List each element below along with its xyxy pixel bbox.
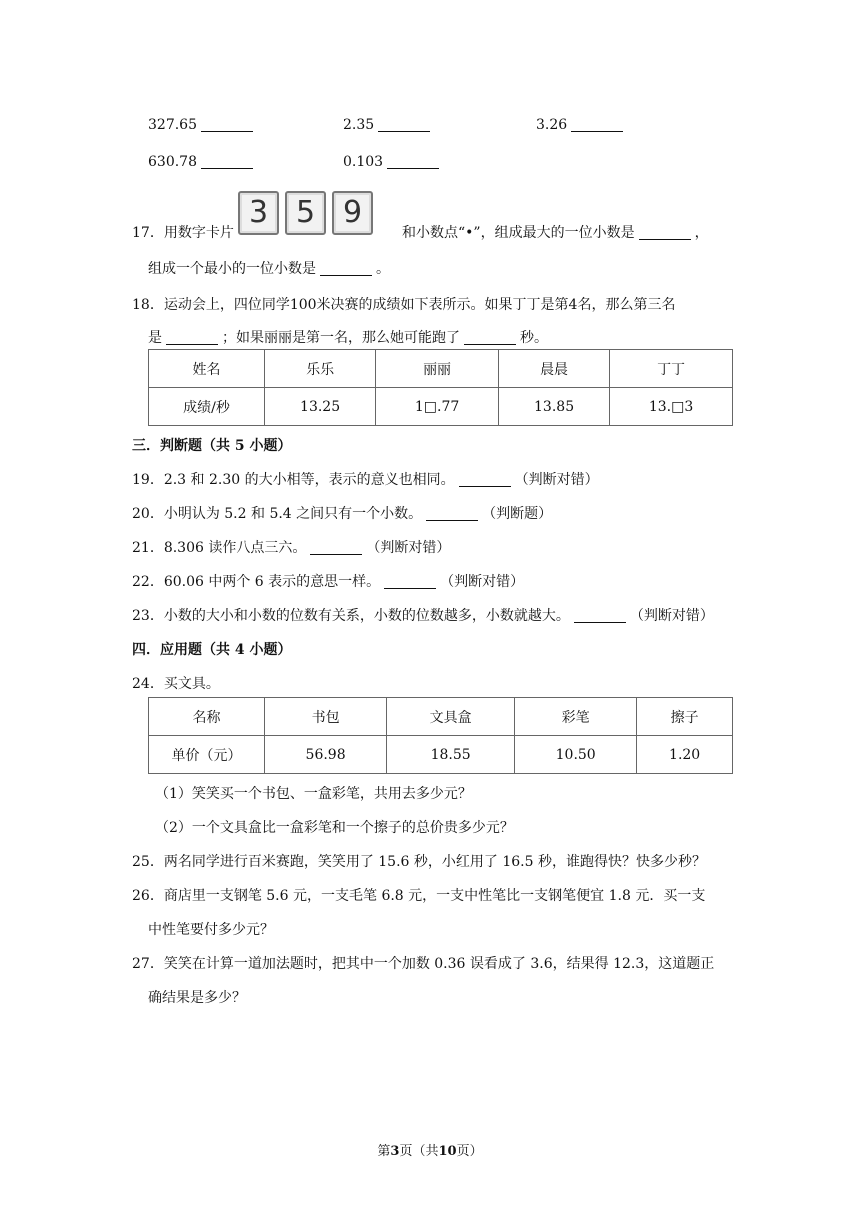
table-cell: 丽丽 (376, 350, 499, 388)
table-cell: 文具盒 (387, 698, 515, 736)
answer-blank[interactable] (201, 130, 253, 132)
table-cell: 56.98 (265, 736, 387, 774)
q24 (132, 673, 220, 693)
q24-sub2: （2）一个文具盒比一盒彩笔和一个擦子的总价贵多少元？ (155, 820, 514, 836)
question-text: 2.3 和 2.30 的大小相等，表示的意义也相同。 (163, 472, 455, 488)
table-cell: 18.55 (387, 736, 515, 774)
digit-cards (238, 191, 379, 235)
digit-card: 5 (285, 191, 326, 235)
answer-blank[interactable] (201, 167, 253, 169)
q26-line1 (132, 885, 705, 905)
answer-blank[interactable] (166, 343, 218, 345)
q24-sub1: （1）笑笑买一个书包、一盒彩笔，共用去多少元？ (155, 786, 472, 802)
table-cell: 13.25 (265, 388, 376, 426)
table-cell: 10.50 (515, 736, 637, 774)
question-text: 运动会上，四位同学100米决赛的成绩如下表所示。如果丁丁是第4名，那么第三名 (163, 297, 676, 313)
table-cell: 名称 (149, 698, 265, 736)
table-row (149, 736, 733, 774)
footer-text: 页（共 (399, 1144, 439, 1159)
question-text: 小明认为 5.2 和 5.4 之间只有一个小数。 (163, 506, 423, 522)
question-text: 。 (376, 261, 390, 277)
q19 (132, 469, 599, 489)
table-header-row (149, 698, 733, 736)
question-text: ， (694, 225, 709, 241)
question-number: 17． (132, 225, 164, 241)
question-text: 和小数点“•”，组成最大的一位小数是 (402, 225, 635, 241)
table-cell: 擦子 (637, 698, 733, 736)
question-number: 27． (132, 956, 164, 972)
question-number: 18． (132, 297, 164, 313)
table-cell: 丁丁 (610, 350, 733, 388)
stationery-price-table (148, 697, 733, 774)
answer-blank[interactable] (574, 621, 626, 623)
table-cell: 姓名 (149, 350, 265, 388)
question-suffix: （判断对错） (440, 574, 525, 590)
question-text: 组成一个最小的一位小数是 (148, 261, 316, 277)
question-text: 商店里一支钢笔 5.6 元，一支毛笔 6.8 元，一支中性笔比一支钢笔便宜 1.8 元．买一支 (163, 888, 706, 904)
q18-line2 (148, 327, 548, 347)
table-row (149, 388, 733, 426)
footer-text: 第 (377, 1144, 391, 1159)
question-text: 小数的大小和小数的位数有关系，小数的位数越多，小数就越大。 (163, 608, 570, 624)
question-number: 21． (132, 540, 164, 556)
page-footer (0, 1140, 860, 1159)
answer-blank[interactable] (426, 519, 478, 521)
table-cell: 彩笔 (515, 698, 637, 736)
q16-item-1 (148, 117, 257, 133)
table-cell: 13.85 (498, 388, 609, 426)
question-text: 两名同学进行百米赛跑，笑笑用了 15.6 秒，小红用了 16.5 秒，谁跑得快？快多少秒？ (163, 854, 706, 870)
race-results-table (148, 349, 733, 426)
q16-item-4 (148, 154, 257, 170)
question-text: ；如果丽丽是第一名，那么她可能跑了 (222, 330, 460, 346)
q22 (132, 571, 524, 591)
question-number: 19． (132, 472, 164, 488)
table-cell: 乐乐 (265, 350, 376, 388)
table-cell: 1□.77 (376, 388, 499, 426)
table-header-row (149, 350, 733, 388)
table-cell: 单价（元） (149, 736, 265, 774)
digit-card: 9 (332, 191, 373, 235)
page-number: 3 (390, 1144, 400, 1159)
q18-line1 (132, 294, 675, 314)
question-text: 用数字卡片 (163, 225, 234, 241)
decimal-value: 327.65 (148, 117, 197, 133)
question-number: 26． (132, 888, 164, 904)
answer-blank[interactable] (571, 130, 623, 132)
answer-blank[interactable] (459, 485, 511, 487)
decimal-value: 630.78 (148, 154, 197, 170)
q21 (132, 537, 450, 557)
answer-blank[interactable] (320, 274, 372, 276)
question-number: 20． (132, 506, 164, 522)
question-suffix: （判断对错） (629, 608, 714, 624)
q23 (132, 605, 714, 625)
section-heading-application: 四．应用题（共 4 小题） (132, 642, 292, 658)
question-text: 60.06 中两个 6 表示的意思一样。 (163, 574, 381, 590)
decimal-value: 0.103 (343, 154, 384, 170)
q17-line1-end (402, 222, 709, 242)
table-cell: 成绩/秒 (149, 388, 265, 426)
question-text: 8.306 读作八点三六。 (163, 540, 307, 556)
question-text: 是 (148, 330, 162, 346)
question-number: 24． (132, 676, 164, 692)
question-suffix: （判断题） (482, 506, 553, 522)
question-number: 22． (132, 574, 164, 590)
answer-blank[interactable] (387, 167, 439, 169)
table-cell: 书包 (265, 698, 387, 736)
question-text: 买文具。 (163, 676, 220, 692)
answer-blank[interactable] (378, 130, 430, 132)
section-heading-judgement: 三．判断题（共 5 小题） (132, 438, 292, 454)
question-suffix: （判断对错） (514, 472, 599, 488)
digit-card: 3 (238, 191, 279, 235)
q17-line2 (148, 258, 390, 278)
answer-blank[interactable] (384, 587, 436, 589)
q17-line1-start (132, 222, 234, 242)
table-cell: 13.□3 (610, 388, 733, 426)
answer-blank[interactable] (310, 553, 362, 555)
question-text: 笑笑在计算一道加法题时，把其中一个加数 0.36 误看成了 3.6，结果得 12.3，这道题正 (163, 956, 715, 972)
question-suffix: （判断对错） (366, 540, 451, 556)
decimal-value: 3.26 (536, 117, 568, 133)
question-number: 25． (132, 854, 164, 870)
question-text: 秒。 (520, 330, 548, 346)
decimal-value: 2.35 (343, 117, 375, 133)
q16-item-5 (343, 154, 443, 170)
q27-line2: 确结果是多少？ (148, 990, 246, 1006)
answer-blank[interactable] (639, 238, 691, 240)
q16-item-2 (343, 117, 434, 133)
question-number: 23． (132, 608, 164, 624)
table-cell: 1.20 (637, 736, 733, 774)
total-pages: 10 (438, 1144, 457, 1159)
q26-line2: 中性笔要付多少元？ (148, 922, 274, 938)
q27-line1 (132, 953, 714, 973)
answer-blank[interactable] (464, 343, 516, 345)
table-cell: 晨晨 (498, 350, 609, 388)
q25 (132, 851, 706, 871)
footer-text: 页） (456, 1144, 483, 1159)
q20 (132, 503, 552, 523)
q16-item-3 (536, 117, 627, 133)
